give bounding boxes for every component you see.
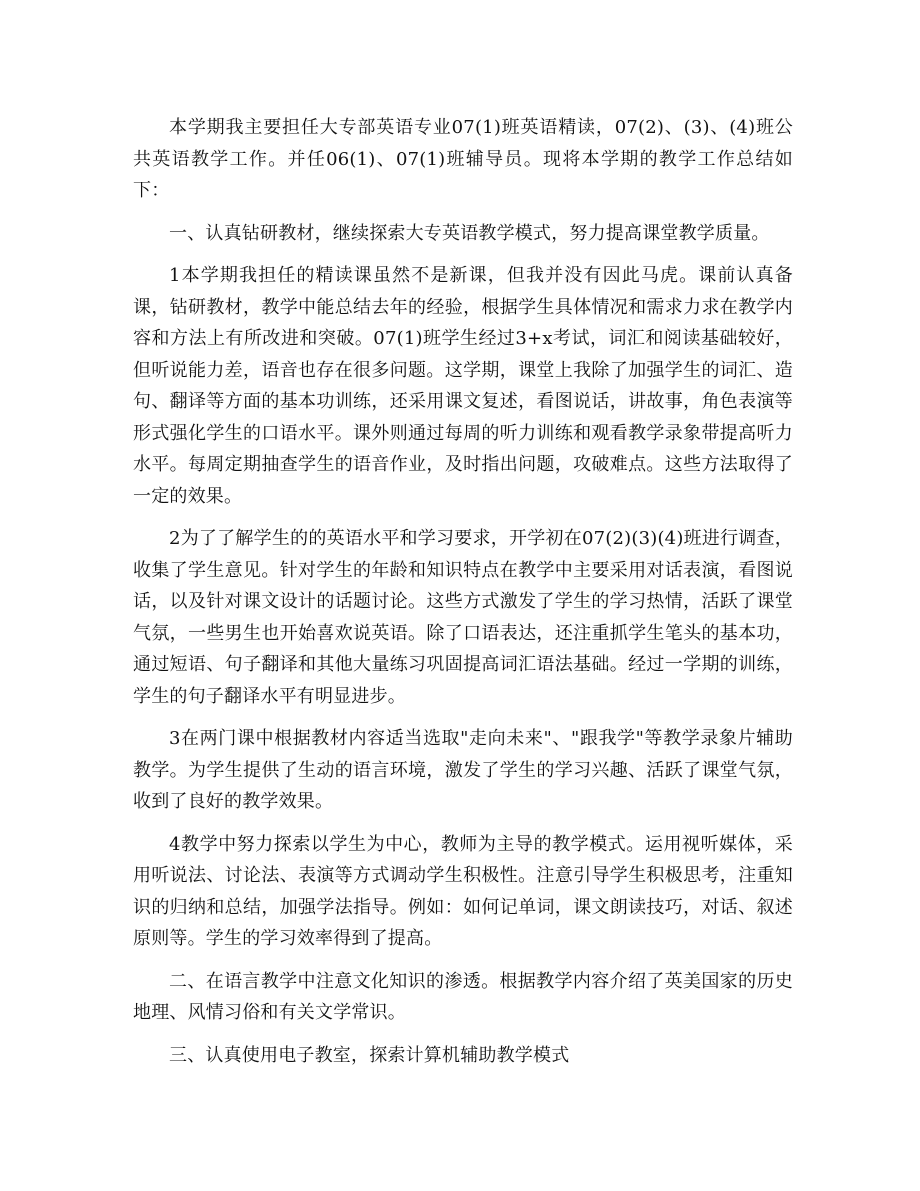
item-paragraph-1: 1本学期我担任的精读课虽然不是新课，但我并没有因此马虎。课前认真备课，钻研教材，教学中能总结去年的经验，根据学生具体情况和需求力求在教学内容和方法上有所改进和突破。07(1)班学生经过3+x考试，词汇和阅读基础较好，但听说能力差，语音也存在很多问题。这学期，课堂上我除了加强学生的词汇、造句、翻译等方面的基本功训练，还采用课文复述，看图说话，讲故事，角色表演等形式强化学生的口语水平。课外则通过每周的听力训练和观看教学录象带提高听力水平。每周定期抽查学生的语音作业，及时指出问题，攻破难点。这些方法取得了一定的效果。 [133, 265, 793, 507]
section-heading-3: 三、认真使用电子教室，探索计算机辅助教学模式 [169, 1044, 570, 1066]
document-page [133, 112, 793, 1082]
section-heading-1: 一、认真钻研教材，继续探索大专英语教学模式，努力提高课堂教学质量。 [169, 222, 770, 244]
item-paragraph-4: 4教学中努力探索以学生为中心，教师为主导的教学模式。运用视听媒体，采用听说法、讨论法、表演等方式调动学生积极性。注意引导学生积极思考，注重知识的归纳和总结，加强学法指导。例如：如何记单词，课文朗读技巧，对话、叙述原则等。学生的学习效率得到了提高。 [133, 833, 793, 949]
item-paragraph-3: 3在两门课中根据教材内容适当选取"走向未来"、"跟我学"等教学录象片辅助教学。为学生提供了生动的语言环境，激发了学生的学习兴趣、活跃了课堂气氛，收到了良好的教学效果。 [133, 728, 793, 812]
item-paragraph-2: 2为了了解学生的的英语水平和学习要求，开学初在07(2)(3)(4)班进行调查，收集了学生意见。针对学生的年龄和知识特点在教学中主要采用对话表演，看图说话，以及针对课文设计的话题讨论。这些方式激发了学生的学习热情，活跃了课堂气氛，一些男生也开始喜欢说英语。除了口语表达，还注重抓学生笔头的基本功，通过短语、句子翻译和其他大量练习巩固提高词汇语法基础。经过一学期的训练，学生的句子翻译水平有明显进步。 [133, 528, 793, 707]
section-paragraph-2: 二、在语言教学中注意文化知识的渗透。根据教学内容介绍了英美国家的历史地理、风情习俗和有关文学常识。 [133, 970, 793, 1023]
intro-paragraph: 本学期我主要担任大专部英语专业07(1)班英语精读，07(2)、(3)、(4)班公共英语教学工作。并任06(1)、07(1)班辅导员。现将本学期的教学工作总结如下： [133, 117, 793, 201]
